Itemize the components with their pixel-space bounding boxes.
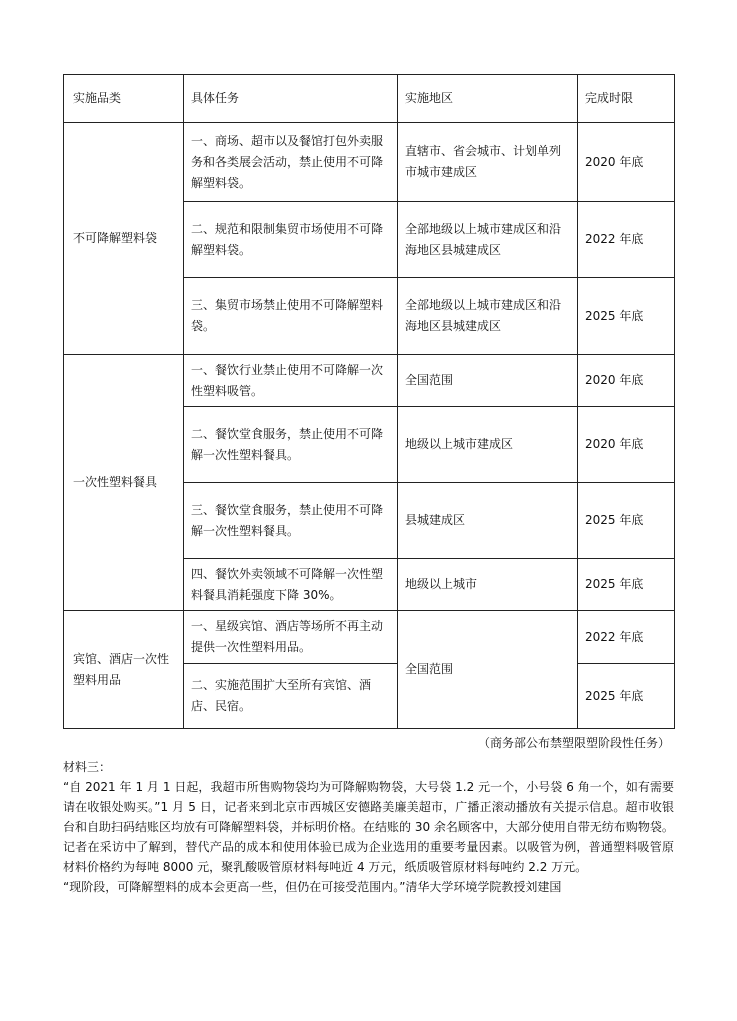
deadline-cell: 2020 年底	[578, 123, 675, 202]
category-cell: 一次性塑料餐具	[64, 355, 184, 611]
table-row	[64, 355, 675, 407]
task-cell: 四、餐饮外卖领域不可降解一次性塑料餐具消耗强度下降 30%。	[184, 559, 398, 611]
task-cell: 一、餐饮行业禁止使用不可降解一次性塑料吸管。	[184, 355, 398, 407]
header-task: 具体任务	[184, 75, 398, 123]
region-cell: 全部地级以上城市建成区和沿海地区县城建成区	[398, 278, 578, 355]
region-cell: 地级以上城市	[398, 559, 578, 611]
task-cell: 二、实施范围扩大至所有宾馆、酒店、民宿。	[184, 664, 398, 729]
table-header-row	[64, 75, 675, 123]
deadline-cell: 2025 年底	[578, 278, 675, 355]
deadline-cell: 2022 年底	[578, 202, 675, 278]
task-cell: 三、餐饮堂食服务，禁止使用不可降解一次性塑料餐具。	[184, 483, 398, 559]
task-cell: 三、集贸市场禁止使用不可降解塑料袋。	[184, 278, 398, 355]
deadline-cell: 2020 年底	[578, 407, 675, 483]
deadline-cell: 2025 年底	[578, 664, 675, 729]
material-paragraph: 记者在采访中了解到，替代产品的成本和使用体验已成为企业选用的重要考量因素。以吸管为例，普通塑料吸管原材料价格约为每吨 8000 元，聚乳酸吸管原材料每吨近 4 万元，纸质吸管原材料每吨约 2.2 万元。	[63, 840, 674, 874]
task-cell: 一、星级宾馆、酒店等场所不再主动提供一次性塑料用品。	[184, 611, 398, 664]
deadline-cell: 2020 年底	[578, 355, 675, 407]
region-cell: 全国范围	[398, 611, 578, 729]
task-table	[63, 74, 675, 729]
deadline-cell: 2022 年底	[578, 611, 675, 664]
region-cell: 全国范围	[398, 355, 578, 407]
deadline-cell: 2025 年底	[578, 559, 675, 611]
category-cell: 宾馆、酒店一次性塑料用品	[64, 611, 184, 729]
table-row	[64, 123, 675, 202]
region-cell: 地级以上城市建成区	[398, 407, 578, 483]
table-row	[64, 611, 675, 664]
task-cell: 一、商场、超市以及餐馆打包外卖服务和各类展会活动，禁止使用不可降解塑料袋。	[184, 123, 398, 202]
deadline-cell: 2025 年底	[578, 483, 675, 559]
category-cell: 不可降解塑料袋	[64, 123, 184, 355]
region-cell: 全部地级以上城市建成区和沿海地区县城建成区	[398, 202, 578, 278]
header-deadline: 完成时限	[578, 75, 675, 123]
material-heading: 材料三：	[63, 760, 112, 774]
task-cell: 二、规范和限制集贸市场使用不可降解塑料袋。	[184, 202, 398, 278]
region-cell: 直辖市、省会城市、计划单列市城市建成区	[398, 123, 578, 202]
material-paragraph: “自 2021 年 1 月 1 日起，我超市所售购物袋均为可降解购物袋，大号袋 1.2 元一个，小号袋 6 角一个，如有需要请在收银处购买。”1 月 5 日，记者来到北京市西城区安德路美廉美超市，广播正滚动播放有关提示信息。超市收银台和自助扫码结账区均放有可降解塑料袋，并标明价格。在结账的 30 余名顾客中，大部分使用自带无纺布购物袋。	[63, 780, 674, 834]
material-three	[63, 757, 674, 897]
table-caption: （商务部公布禁塑限塑阶段性任务）	[477, 736, 670, 750]
task-cell: 二、餐饮堂食服务，禁止使用不可降解一次性塑料餐具。	[184, 407, 398, 483]
header-category: 实施品类	[64, 75, 184, 123]
region-cell: 县城建成区	[398, 483, 578, 559]
header-region: 实施地区	[398, 75, 578, 123]
material-paragraph: “现阶段，可降解塑料的成本会更高一些，但仍在可接受范围内。”清华大学环境学院教授刘建国	[63, 880, 562, 894]
